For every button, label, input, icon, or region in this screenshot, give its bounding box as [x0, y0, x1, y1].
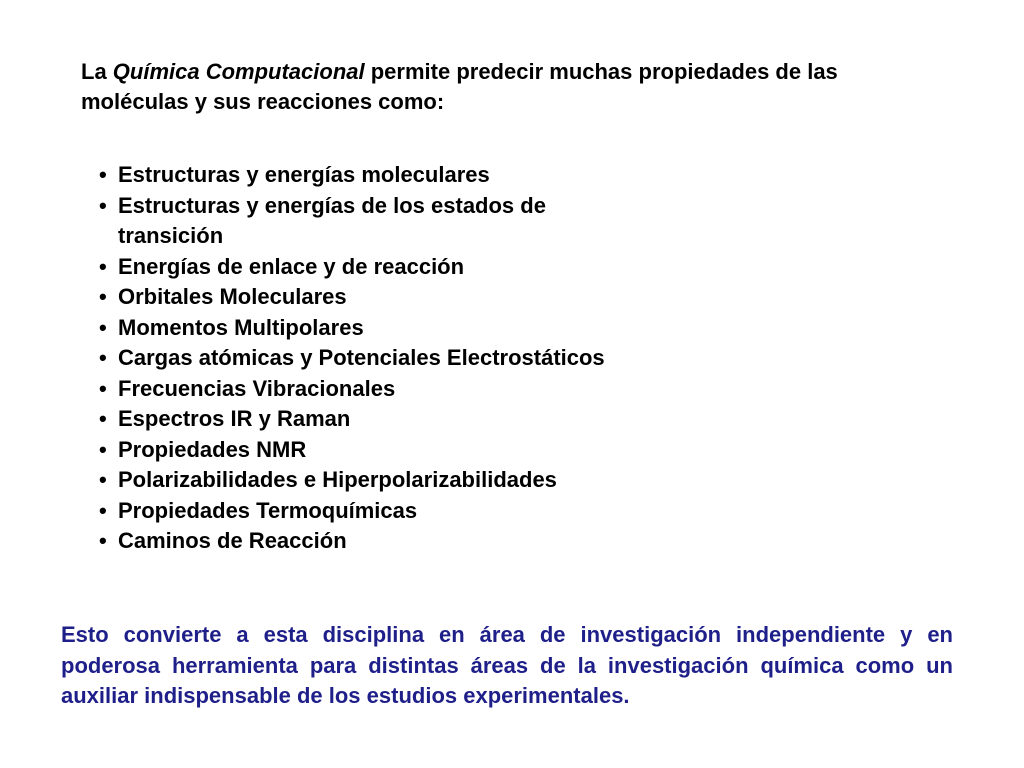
list-item	[81, 343, 721, 374]
list-item-text: Polarizabilidades e Hiperpolarizabilidades	[118, 467, 557, 492]
bullet-icon: •	[99, 375, 107, 401]
list-item	[81, 496, 721, 527]
properties-list	[81, 160, 721, 557]
list-item	[81, 160, 721, 191]
bullet-icon: •	[99, 314, 107, 340]
intro-emphasis: Química Computacional	[112, 59, 365, 84]
intro-paragraph	[81, 57, 941, 117]
bullet-icon: •	[99, 345, 107, 370]
list-item-text: Frecuencias Vibracionales	[118, 375, 396, 401]
bullet-icon: •	[99, 253, 107, 279]
list-item	[81, 526, 721, 557]
conclusion-paragraph: Esto convierte a esta disciplina en área de investigación independiente y en poderosa herramienta para distintas áreas de la investigación química como un auxiliar indispensable de los estudios experimentales.	[61, 622, 953, 708]
bullet-icon: •	[99, 528, 107, 553]
list-item-text: Caminos de Reacción	[118, 528, 347, 553]
list-item-text: Propiedades NMR	[118, 436, 307, 462]
list-item-text: Momentos Multipolares	[118, 314, 364, 340]
list-item-text: Estructuras y energías de los estados de transición	[118, 192, 546, 248]
list-item	[81, 465, 721, 496]
bullet-icon: •	[99, 467, 107, 492]
bullet-icon: •	[99, 284, 107, 309]
list-item	[81, 252, 721, 283]
list-item-text: Cargas atómicas y Potenciales Electrostáticos	[118, 345, 605, 370]
intro-suffix: permite predecir muchas propiedades de las moléculas y sus reacciones como:	[81, 59, 838, 114]
list-item	[81, 404, 721, 435]
list-item	[81, 374, 721, 405]
list-item	[81, 282, 721, 313]
list-item-text: Orbitales Moleculares	[118, 284, 347, 309]
list-item	[81, 435, 721, 466]
list-item-text: Espectros IR y Raman	[118, 406, 351, 431]
bullet-icon: •	[99, 162, 107, 187]
list-item	[81, 313, 721, 344]
bullet-icon: •	[99, 497, 107, 523]
list-item-text: Propiedades Termoquímicas	[118, 497, 418, 523]
bullet-icon: •	[99, 406, 107, 431]
list-item-text: Estructuras y energías moleculares	[118, 162, 490, 187]
list-item-text: Energías de enlace y de reacción	[118, 253, 465, 279]
list-item	[81, 191, 721, 252]
bullet-icon: •	[99, 436, 107, 462]
intro-prefix: La	[81, 59, 113, 84]
bullet-icon: •	[99, 192, 107, 218]
